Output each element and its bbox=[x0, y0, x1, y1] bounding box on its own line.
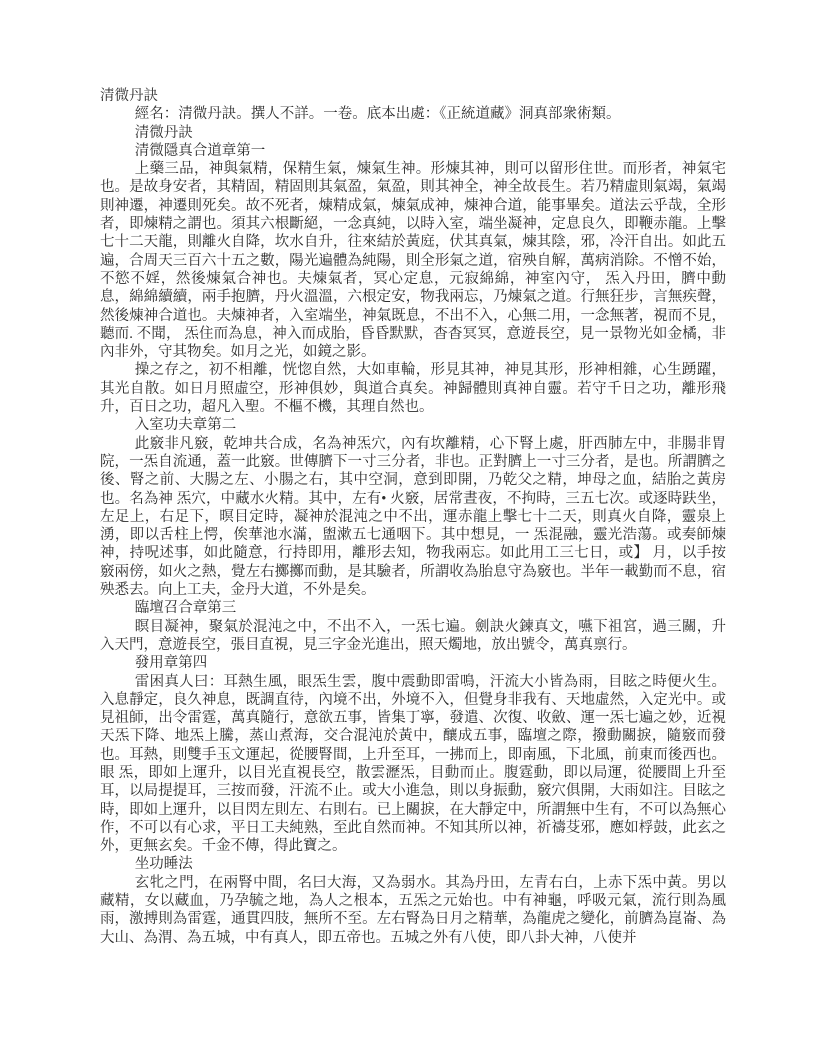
section-4-paragraph-1: 雷困真人曰：耳熱生風，眼炁生雲，腹中震動即雷鳴，汗流大小皆為雨，目眩之時便火生。入息靜定，良久神息，既調直待，內境不出，外境不入，但覺身非我有、天地虛然，入定光中。或見祖師，出令雷霆，萬真隨行，意欲五事，皆集丁寧，發遣、次復、收斂、運一炁七遍之妙，近視天炁下降、地炁上騰，蒸山煮海，交合混沌於黃中，釀成五事，臨壇之際，撥動關捩，隨竅而發也。耳熱，則雙手玉文運起，從腰腎間，上升至耳，一拂而上，即南風，下北風，前東而後西也。眼 炁，即如上運升，以目光直視長空，散雲瀝炁，目動而止。腹霆動，即以局運，從腰間上升至耳，以局提提耳，三按而發，汗流不止。或大小進急，則以身振動，竅穴俱開，大雨如注。目眩之時，即如上運升，以目閃左則左、右則右。已上關捩，在大靜定中，所謂無中生有，不可以為無心作，不可以有心求，平日工夫純熟，至此自然而神。不知其所以神，祈禱芟邪，應如桴鼓，此玄之外，更無玄矣。千金不傳，得此寶之。 bbox=[100, 673, 726, 855]
section-heading-2: 入室功夫章第二 bbox=[134, 417, 237, 434]
section-heading-5: 坐功睡法 bbox=[134, 856, 193, 873]
section-5-paragraph-1: 玄牝之門，在兩腎中間，名曰大海，又為弱水。其為丹田，左青右白，上赤下炁中黃。男以藏精，女以藏血，乃孕毓之地，為人之根本，五炁之元始也。中有神龜，呼吸元氣，流行則為風雨，激搏則為雷霆，通貫四肢，無所不至。左右腎為日月之精華，為龍虎之變化，前臍為崑崙、為大山、為渭、為五城，中有真人，即五帝也。五城之外有八使，即八卦大神，八使并 bbox=[100, 874, 726, 946]
section-heading-3: 臨壇召合章第三 bbox=[134, 600, 237, 617]
section-heading-1: 清微隱真合道章第一 bbox=[134, 142, 266, 159]
section-2-paragraph-1: 此竅非凡竅，乾坤共合成，名為神炁穴，內有坎離精，心下腎上處，肝西肺左中，非腸非胃院，一炁自流通，蓋一此竅。世傳臍下一寸三分者，非也。正對臍上一寸三分者，是也。所謂臍之後、腎之前、大腸之左、小腸之右，其中空洞，意到即開，乃乾父之精，坤母之血，結胎之黃房也。名為神 炁穴，中藏水火精。其中，左有• 火竅，居常晝夜，不拘時，三五七次。或逐時趺坐，左足上，右足下，暝目定時，凝神於混沌之中不出，運赤龍上擊七十二天，則真火自降，靈泉上湧，即以舌柱上愕，俟華池水滿，盥漱五七通咽下。其中想見，一 炁混融，靈光浩蕩。或奏師煉神，持呪述事，如此隨意，行持即用，離形去知，物我兩忘。如此用工三七日，或】 月，以手按竅兩傍，如火之熱，覺左右擲擲而動，是其驗者，所謂收為胎息守為竅也。半年一載勤而不息，宿殃悉去。向上工夫，金丹大道，不外是矣。 bbox=[100, 435, 726, 599]
colophon-line: 經名：清微丹訣。撰人不詳。一卷。底本出處：《正統道藏》洞真部衆術類。 bbox=[134, 106, 621, 123]
document-title: 清微丹訣 bbox=[100, 88, 158, 104]
section-1-paragraph-2: 操之存之，初不相離，恍惚自然，大如車輪，形見其神，神見其形，形神相雜，心生踴躍，其光自散。如日月照虛空，形神俱妙，與道合真矣。神歸體則真神自靈。若守千日之功，離形飛升，百日之功，超凡入聖。不樞不機，其理自然也。 bbox=[100, 362, 726, 416]
inner-title: 清微丹訣 bbox=[134, 124, 193, 141]
section-3-paragraph-1: 瞑目凝神，聚氣於混沌之中，不出不入，一炁七遍。劍訣火鍊真文，嚥下祖宮，過三關，升入天門，意遊長空，張目直視，見三字金光進出，照天燭地，放出號令，萬真禀行。 bbox=[100, 618, 726, 653]
section-1-paragraph-1: 上藥三品，神與氣精，保精生氣，煉氣生神。形煉其神，則可以留形住世。而形者，神氣宅也。是故身安者，其精固，精固則其氣盈，氣盈，則其神全，神全故長生。若乃精虛則氣竭，氣竭則神遷，神遷則死矣。故不死者，煉精成氣，煉氣成神，煉神合道，能事畢矣。道法云乎哉，全形者，即煉精之謂也。須其六根斷絕，一念真純，以時入室，端坐凝神，定息良久，即鞭赤龍。上擊七十二天龍，則離火自降，坎水自升，往來結於黃庭，伏其真氣，煉其陰，邪，冷汗自出。如此五遍，合周天三百六十五之數，陽光遍體為純陽，則全形氣之道，宿殃自解，萬病消除。不憎不始，不慾不婬，然後煉氣合神也。夫煉氣者，冥心定息，元寂綿綿，神室內守， 炁入丹田，臍中動息，綿綿續續，兩手抱臍，丹火溫溫，六根定安，物我兩忘，乃煉氣之道。行無狂步，言無疾聲，然後煉神合道也。夫煉神者，入室端坐，神氣既息，不出不入，心無二用，一念無著，視而不見，聽而. 不聞， 炁住而為息，神入而成胎，昏昏默默，杳杳冥冥，意遊長空，見一景物光如金橘，非內非外，守其物矣。如月之光，如鏡之影。 bbox=[100, 161, 726, 361]
section-heading-4: 發用章第四 bbox=[134, 655, 208, 672]
